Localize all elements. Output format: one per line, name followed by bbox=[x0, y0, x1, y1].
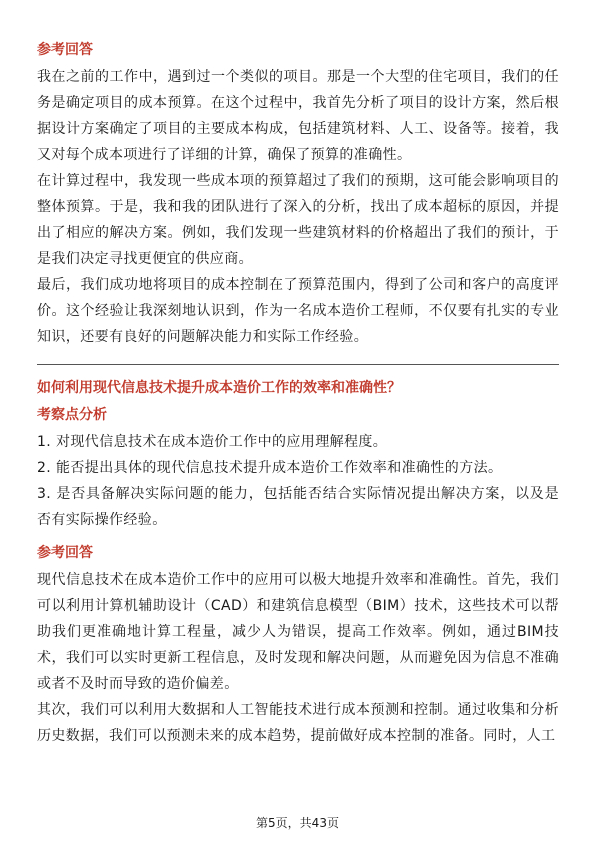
analysis-item: 1. 对现代信息技术在成本造价工作中的应用理解程度。 bbox=[37, 434, 388, 450]
answer-paragraph: 我在之前的工作中，遇到过一个类似的项目。那是一个大型的住宅项目，我们的任务是确定项目的成本预算。在这个过程中，我首先分析了项目的设计方案，然后根据设计方案确定了项目的主要成本构成，包括建筑材料、人工、设备等。接着，我又对每个成本项进行了详细的计算，确保了预算的准确性。 bbox=[37, 69, 559, 163]
question-heading: 如何利用现代信息技术提升成本造价工作的效率和准确性？ bbox=[37, 380, 401, 396]
answer-paragraph: 最后，我们成功地将项目的成本控制在了预算范围内，得到了公司和客户的高度评价。这个经验让我深刻地认识到，作为一名成本造价工程师，不仅要有扎实的专业知识，还要有良好的问题解决能力和实际工作经验。 bbox=[37, 277, 559, 345]
section-divider bbox=[37, 364, 559, 365]
reference-answer-label: 参考回答 bbox=[37, 545, 93, 561]
answer-paragraph: 在计算过程中，我发现一些成本项的预算超过了我们的预期，这可能会影响项目的整体预算。于是，我和我的团队进行了深入的分析，找出了成本超标的原因，并提出了相应的解决方案。例如，我们发现一些建筑材料的价格超出了我们的预计，于是我们决定寻找更便宜的供应商。 bbox=[37, 173, 559, 267]
page-number-footer: 第5页，共43页 bbox=[256, 816, 339, 830]
analysis-item: 2. 能否提出具体的现代信息技术提升成本造价工作效率和准确性的方法。 bbox=[37, 460, 503, 476]
spacer bbox=[37, 533, 559, 543]
reference-answer-label: 参考回答 bbox=[37, 42, 93, 58]
analysis-label: 考察点分析 bbox=[37, 407, 107, 423]
document-page bbox=[37, 40, 559, 749]
answer-paragraph: 现代信息技术在成本造价工作中的应用可以极大地提升效率和准确性。首先，我们可以利用计算机辅助设计（CAD）和建筑信息模型（BIM）技术，这些技术可以帮助我们更准确地计算工程量，减少人为错误，提高工作效率。例如，通过BIM技术，我们可以实时更新工程信息，及时发现和解决问题，从而避免因为信息不准确或者不及时而导致的造价偏差。 bbox=[37, 572, 559, 692]
analysis-item: 3. 是否具备解决实际问题的能力，包括能否结合实际情况提出解决方案，以及是否有实际操作经验。 bbox=[37, 486, 559, 528]
answer-paragraph: 其次，我们可以利用大数据和人工智能技术进行成本预测和控制。通过收集和分析历史数据，我们可以预测未来的成本趋势，提前做好成本控制的准备。同时，人工 bbox=[37, 702, 559, 744]
